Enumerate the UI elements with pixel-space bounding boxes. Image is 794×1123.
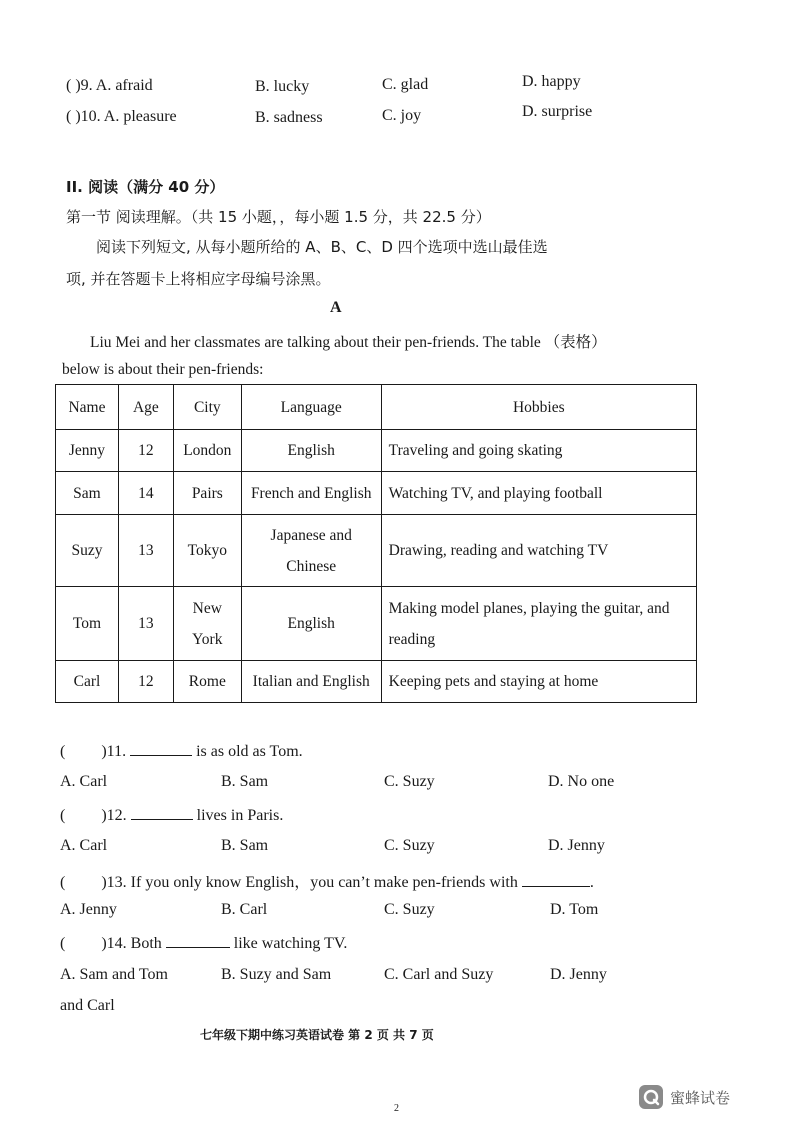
question-9-option-c: C. glad	[382, 76, 429, 93]
question-14-option-d: D. Jenny	[550, 966, 607, 983]
cell-name: Tom	[56, 587, 119, 661]
question-10-option-c: C. joy	[382, 107, 422, 124]
question-10-option-b: B. sadness	[255, 109, 323, 126]
cell-language: Japanese and Chinese	[241, 515, 381, 587]
question-13-option-c: C. Suzy	[384, 901, 435, 918]
page-footer: 七年级下期中练习英语试卷 第 2 页 共 7 页	[200, 1028, 434, 1042]
question-13-option-b: B. Carl	[221, 901, 268, 918]
header-name: Name	[56, 385, 119, 430]
watermark-logo	[638, 1084, 730, 1110]
question-text: is as old as Tom.	[192, 743, 303, 760]
instruction-line-2: 项, 并在答题卡上将相应字母编号涂黑。	[66, 270, 331, 288]
cell-name: Sam	[56, 472, 119, 515]
passage-intro-line-1: Liu Mei and her classmates are talking about their pen-friends. The table （表格）	[90, 334, 607, 351]
question-text: like watching TV.	[229, 935, 348, 952]
question-9-option-b: B. lucky	[255, 78, 310, 95]
question-11-option-d: D. No one	[548, 773, 615, 790]
header-age: Age	[118, 385, 173, 430]
question-number: )14. Both	[101, 935, 162, 952]
table-row	[56, 661, 697, 703]
header-language: Language	[241, 385, 381, 430]
question-12-option-c: C. Suzy	[384, 837, 435, 854]
cell-language: English	[241, 587, 381, 661]
question-9-option-d: D. happy	[522, 73, 581, 90]
question-number: )11.	[101, 743, 127, 760]
table-row	[56, 430, 697, 472]
question-10-stem: ( )10. A. pleasure	[66, 108, 177, 125]
question-9-stem: ( )9. A. afraid	[66, 77, 153, 94]
question-10-option-d: D. surprise	[522, 103, 593, 120]
question-14-option-a: A. Sam and Tom	[60, 966, 168, 983]
cell-hobbies: Drawing, reading and watching TV	[381, 515, 696, 587]
watermark-text: 蜜蜂试卷	[670, 1088, 731, 1107]
answer-paren: (	[60, 935, 66, 952]
header-city: City	[173, 385, 241, 430]
answer-paren: (	[60, 874, 66, 891]
question-12-stem	[60, 805, 283, 825]
bee-logo-icon	[638, 1084, 664, 1110]
cell-hobbies: Traveling and going skating	[381, 430, 696, 472]
cell-language: French and English	[241, 472, 381, 515]
passage-label: A	[330, 299, 342, 316]
cell-age: 12	[118, 430, 173, 472]
question-11-option-b: B. Sam	[221, 773, 269, 790]
question-number: )12.	[101, 807, 127, 824]
subsection-title: 第一节 阅读理解。（共 15 小题，，每小题 1.5 分，共 22.5 分）	[66, 208, 491, 226]
cell-age: 13	[118, 587, 173, 661]
cell-city: Pairs	[173, 472, 241, 515]
question-14-stem	[60, 933, 347, 953]
cell-city: New York	[173, 587, 241, 661]
answer-paren: (	[60, 743, 66, 760]
table-header-row	[56, 385, 697, 430]
table-row	[56, 515, 697, 587]
question-end: .	[589, 874, 594, 891]
question-14-option-d-continued: and Carl	[60, 997, 115, 1014]
instruction-line-1: 阅读下列短文, 从每小题所给的 A、B、C、D 四个选项中选山最佳选	[96, 238, 548, 256]
fill-blank[interactable]	[131, 805, 193, 820]
cell-hobbies: Watching TV, and playing football	[381, 472, 696, 515]
header-hobbies: Hobbies	[381, 385, 696, 430]
question-text: lives in Paris.	[192, 807, 284, 824]
fill-blank[interactable]	[166, 933, 230, 948]
question-11-option-a: A. Carl	[60, 773, 108, 790]
cell-city: London	[173, 430, 241, 472]
cell-language: Italian and English	[241, 661, 381, 703]
fill-blank[interactable]	[130, 741, 192, 756]
cell-name: Suzy	[56, 515, 119, 587]
cell-hobbies: Making model planes, playing the guitar, and reading	[381, 587, 696, 661]
fill-blank[interactable]	[522, 872, 590, 887]
question-12-option-b: B. Sam	[221, 837, 269, 854]
section-title: II. 阅读（满分 40 分）	[66, 178, 225, 196]
cell-name: Jenny	[56, 430, 119, 472]
passage-intro-line-2: below is about their pen-friends:	[62, 361, 264, 378]
table-row	[56, 472, 697, 515]
page-number: 2	[394, 1103, 399, 1114]
question-12-option-d: D. Jenny	[548, 837, 605, 854]
question-13-option-a: A. Jenny	[60, 901, 117, 918]
pen-friends-table	[55, 384, 697, 703]
cell-age: 14	[118, 472, 173, 515]
cell-language: English	[241, 430, 381, 472]
cell-age: 13	[118, 515, 173, 587]
question-11-stem	[60, 741, 303, 761]
question-text: )13. If you only know English，you can’t make pen-friends with	[101, 874, 518, 891]
question-13-option-d: D. Tom	[550, 901, 599, 918]
cell-hobbies: Keeping pets and staying at home	[381, 661, 696, 703]
question-13-stem	[60, 869, 594, 892]
table-row	[56, 587, 697, 661]
question-11-option-c: C. Suzy	[384, 773, 435, 790]
question-14-option-b: B. Suzy and Sam	[221, 966, 332, 983]
cell-age: 12	[118, 661, 173, 703]
question-12-option-a: A. Carl	[60, 837, 108, 854]
question-14-option-c: C. Carl and Suzy	[384, 966, 494, 983]
cell-city: Tokyo	[173, 515, 241, 587]
cell-name: Carl	[56, 661, 119, 703]
cell-city: Rome	[173, 661, 241, 703]
answer-paren: (	[60, 807, 66, 824]
